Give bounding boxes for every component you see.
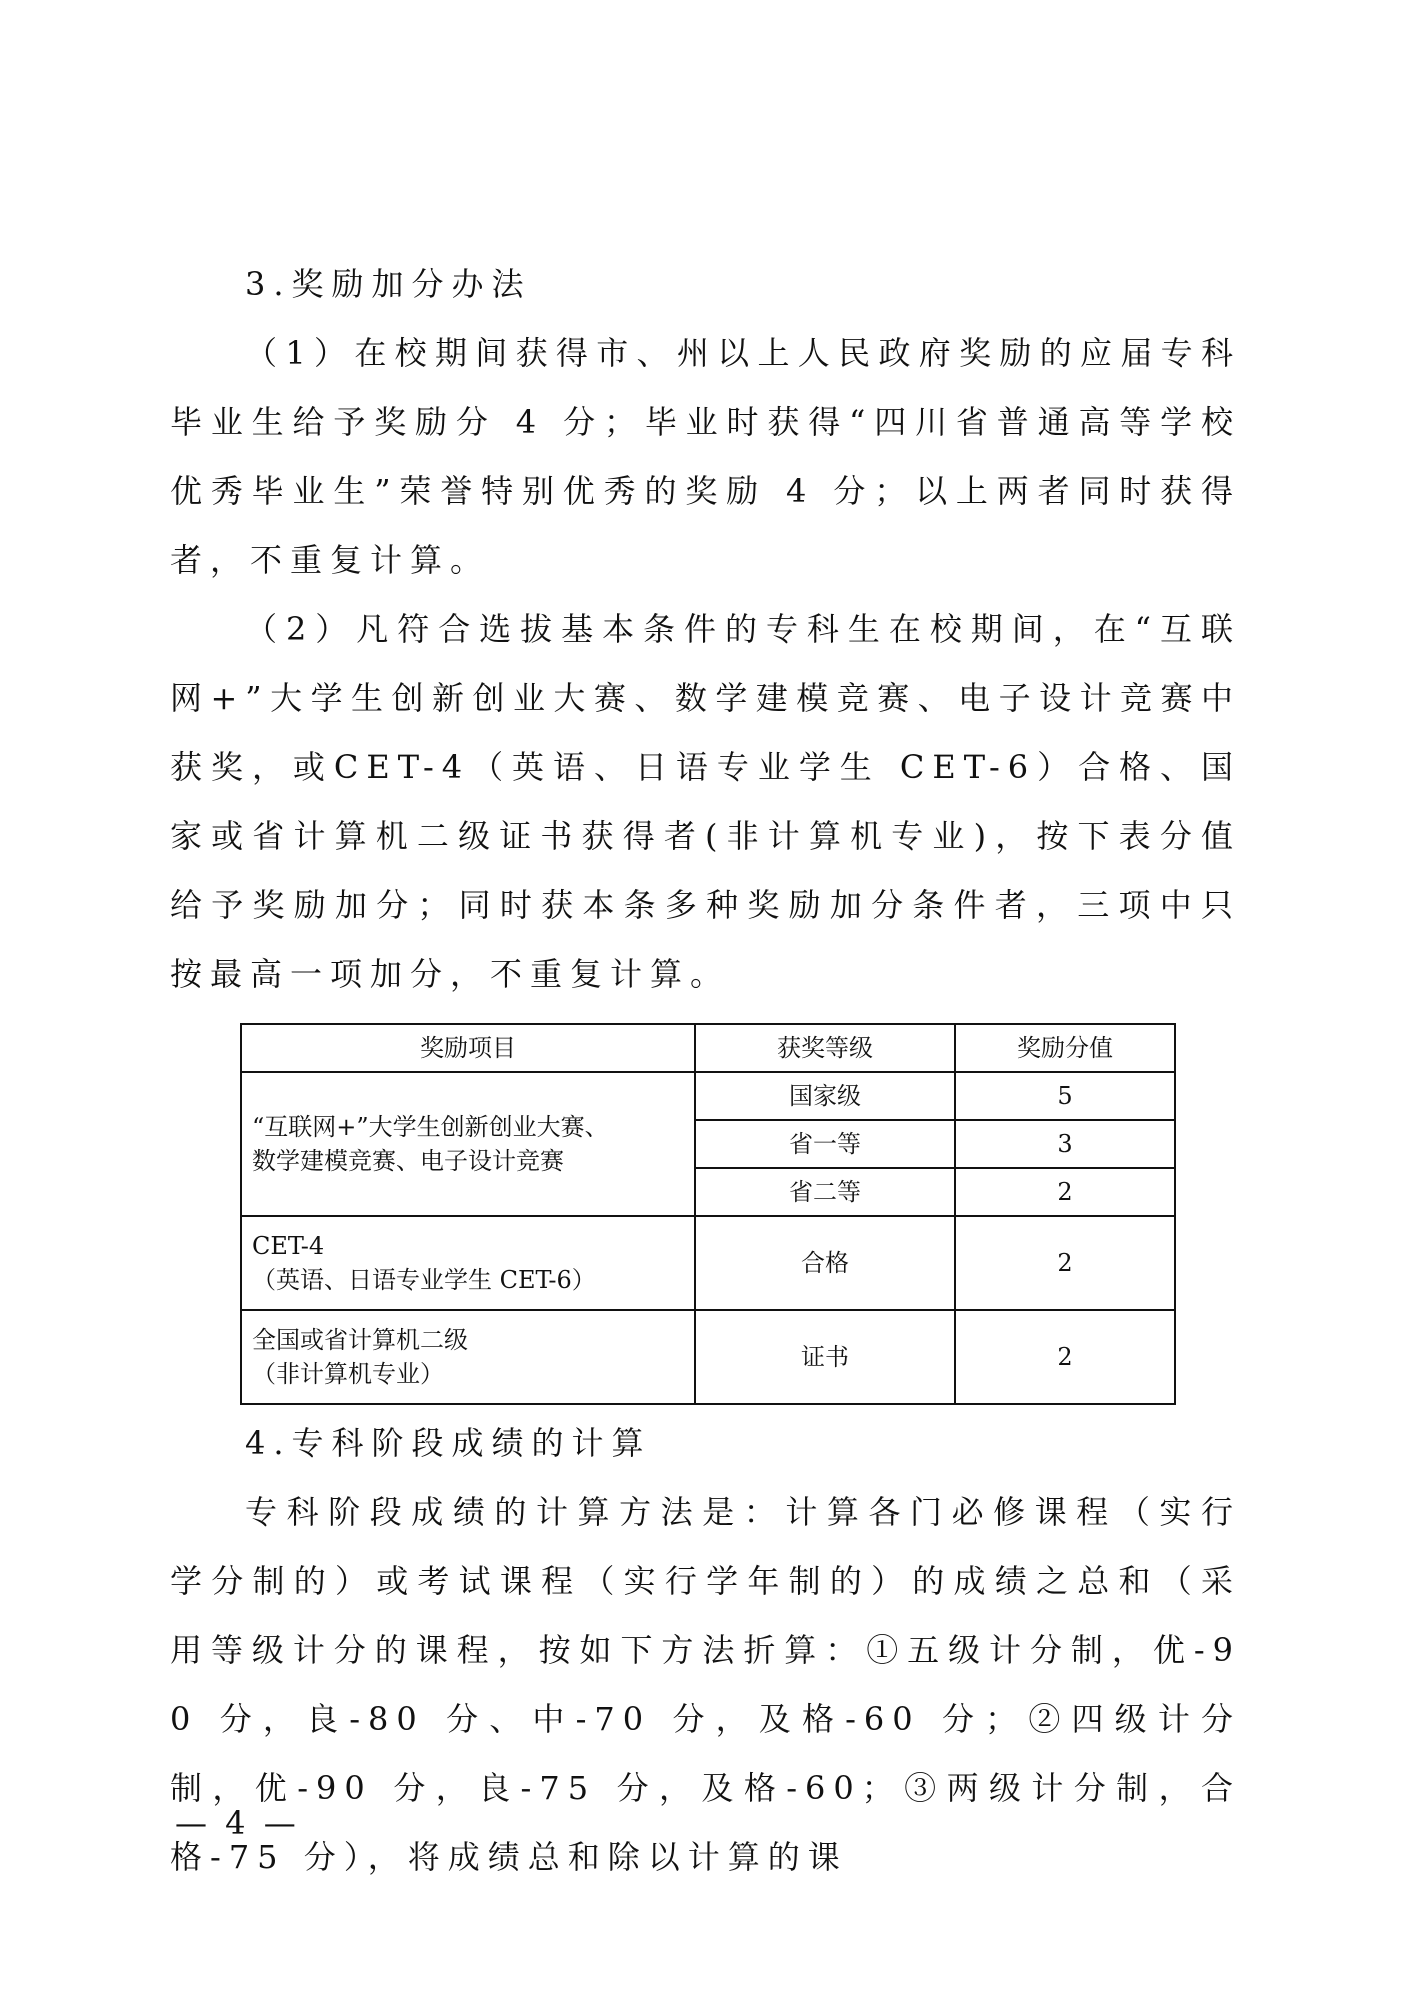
section-3-paragraph-1: （1）在校期间获得市、州以上人民政府奖励的应届专科毕业生给予奖励分 4 分；毕业时获得“四川省普通高等学校优秀毕业生”荣誉特别优秀的奖励 4 分；以上两者同时获得者，不重复计算。 [170,334,1241,579]
item-line: 全国或省计算机二级 [252,1326,468,1354]
item-line: “互联网+”大学生创新创业大赛、 [252,1113,609,1141]
table-header-row [241,1024,1175,1072]
table-cell-item-computer [241,1310,695,1404]
table-cell-score: 5 [955,1072,1175,1120]
item-line: CET-4 [252,1232,325,1260]
section-3-heading: 3.奖励加分办法 [245,265,532,303]
table-cell-score: 2 [955,1168,1175,1216]
table-cell-level: 合格 [695,1216,955,1310]
table-cell-level: 省二等 [695,1168,955,1216]
section-4-paragraph-1: 专科阶段成绩的计算方法是：计算各门必修课程（实行学分制的）或考试课程（实行学年制的）的成绩之总和（采用等级计分的课程，按如下方法折算：①五级计分制，优-90 分，良-80 分、中-70 分，及格-60 分；②四级计分制，优-90 分，良-75 分，及格-60；③两级计分制，合格-75 分），将成绩总和除以计算的课 [170,1493,1241,1876]
page-number: — 4 — [175,1804,300,1842]
table-cell-score: 3 [955,1120,1175,1168]
table-row [241,1072,1175,1120]
table-header-level: 获奖等级 [695,1024,955,1072]
item-line: （英语、日语专业学生 CET-6） [252,1266,596,1294]
table-row [241,1310,1175,1404]
section-3-paragraph-2: （2）凡符合选拔基本条件的专科生在校期间，在“互联网+”大学生创新创业大赛、数学建模竞赛、电子设计竞赛中获奖，或CET-4（英语、日语专业学生 CET-6）合格、国家或省计算机二级证书获得者(非计算机专业)，按下表分值给予奖励加分；同时获本条多种奖励加分条件者，三项中只按最高一项加分，不重复计算。 [170,610,1241,993]
table-cell-level: 国家级 [695,1072,955,1120]
table-header-item: 奖励项目 [241,1024,695,1072]
item-line: （非计算机专业） [252,1360,444,1388]
table-cell-item-competitions [241,1072,695,1216]
section-4-heading: 4.专科阶段成绩的计算 [245,1424,652,1462]
award-score-table [240,1023,1176,1405]
table-cell-level: 证书 [695,1310,955,1404]
table-cell-item-cet [241,1216,695,1310]
table-cell-level: 省一等 [695,1120,955,1168]
table-row [241,1216,1175,1310]
table-cell-score: 2 [955,1216,1175,1310]
table-header-score: 奖励分值 [955,1024,1175,1072]
item-line: 数学建模竞赛、电子设计竞赛 [252,1147,564,1175]
table-cell-score: 2 [955,1310,1175,1404]
document-body [170,250,1241,1892]
